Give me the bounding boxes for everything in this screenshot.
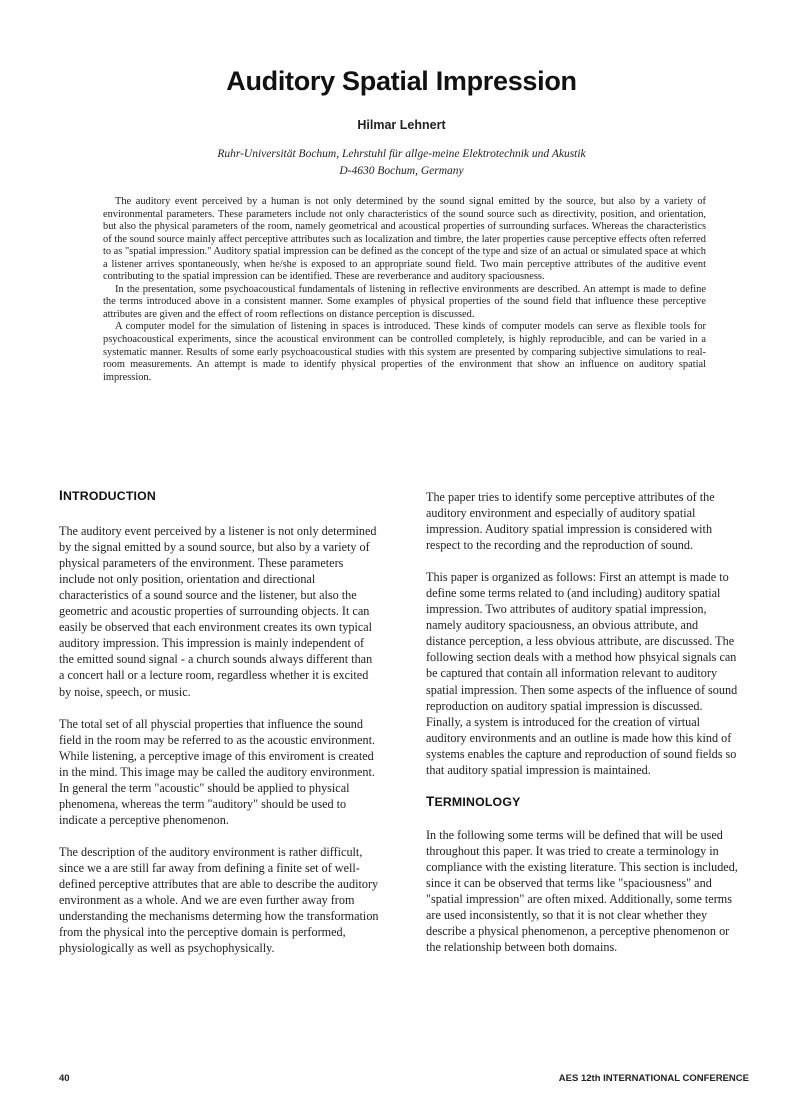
author-name: Hilmar Lehnert — [357, 118, 446, 132]
abstract-paragraph: In the presentation, some psychoacoustical fundamentals of listening in reflective environments are described. An attempt is made to define the terms introduced above in a consistent manner. Some examples of physical properties of the sound field that influence these perceptive attributes are given and the effect of room reflections on distance perception is discussed. — [103, 283, 706, 320]
page-number: 40 — [59, 1073, 70, 1084]
terminology-heading: TERMINOLOGY — [426, 793, 521, 809]
left-column — [59, 488, 379, 972]
conference-footer: AES 12th INTERNATIONAL CONFERENCE — [558, 1073, 749, 1084]
abstract-paragraph: The auditory event perceived by a human is not only determined by the sound signal emitted by the source, but also by a variety of environmental parameters. These parameters include not only characteristics of the sound source such as directivity, position, and orientation, but also the physical parameters of the room, namely geometrical and acoustical properties of surrounding surfaces. Whereas the characteristics of the sound source mainly affect perceptive attributes such as localization and timbre, the later properties cause perceptive effects often referred to as "spatial impression." Auditory spatial impression can be defined as the concept of the type and size of an actual or simulated space at which a listener arrives spontaneously, when he/she is exposed to an appropriate sound field. Two main perceptive attributes of the auditive event contributing to the spatial impression can be identified. These are reverberance and auditory spaciousness. — [103, 196, 706, 283]
abstract-paragraph: A computer model for the simulation of listening in spaces is introduced. These kinds of computer models can serve as flexible tools for psychoacoustical experiments, since the acoustical environment can be controlled completely, is highly reproducible, and can be varied in a systematic manner. Results of some early psychoacoustical studies with this system are presented by comparing subjective simulations to real-room measurements. An attempt is made to identify physical properties of the environment that show an influence on auditory spatial impression. — [103, 321, 706, 383]
affiliation-line-2: D-4630 Bochum, Germany — [339, 165, 464, 177]
body-paragraph: The total set of all physcial properties that influence the sound field in the room may be referred to as the acoustic environment. While listening, a perceptive image of this enviroment is created in the mind. This image may be called the auditory environment. In general the term "acoustic" should be applied to physical phenomena, whereas the term "auditory" should be used to indicate a perceptive phenomenon. — [59, 716, 376, 827]
paper-title: Auditory Spatial Impression — [226, 66, 577, 96]
body-paragraph: In the following some terms will be defined that will be used throughout this paper. It was tried to create a terminology in compliance with the existing literature. This section is included, since it can be observed that terms like "spaciousness" and "spatial impression" are often mixed. Additionally, some terms are used inconsistently, so that it is not clear whether they describe a physical phenomenon, a perceptive phenomenon or the relationship between both domains. — [426, 827, 738, 955]
abstract — [103, 196, 706, 384]
body-paragraph: The description of the auditory environment is rather difficult, since we a are still far away from defining a finite set of well-defined perceptive attributes that are able to describe the auditory environment as a whole. And we are even further away from understanding the mechanisms determing how the transformation from the physical into the perceptive domain is performed, physiologically as well as psychophysically. — [59, 844, 379, 956]
body-paragraph: This paper is organized as follows: First an attempt is made to define some terms related to (and including) auditory spatial impression. Two attributes of auditory spatial impression, namely auditory spaciousness, an obvious attribute, and distance perception, a less obvious attribute, are discussed. The following section deals with a method how phsyical signals can be captured that contain all information relevant to auditory spatial impression. Then some aspects of the influence of sound reproduction on auditory spatial impression is discussed. Finally, a system is introduced for the creation of virtual auditory environments and an outline is made how this kind of systems enables the capture and reproduction of sound fields so that auditory spatial impression is maintained. — [426, 570, 738, 777]
right-column — [426, 489, 740, 971]
introduction-heading: INTRODUCTION — [59, 488, 157, 503]
body-paragraph: The auditory event perceived by a listener is not only determined by the signal emitted by a sound source, but also by a variety of physical parameters of the environment. These parameters include not only position, orientation and directional characteristics of a sound source and the listener, but also the geometric and acoustic properties of surrounding objects. It can easily be observed that each environment creates its own typical auditory impression. This impression is mainly independent of the emitted sound signal - a church sounds always different than a concert hall or a lecture room, regardless whether it is excited by noise, speech, or music. — [59, 524, 377, 699]
affiliation-line-1: Ruhr-Universität Bochum, Lehrstuhl für allge-meine Elektrotechnik und Akustik — [217, 148, 586, 160]
body-paragraph: The paper tries to identify some perceptive attributes of the auditory environment and especially of auditory spatial impression. Auditory spatial impression is considered with respect to the recording and the reproduction of sound. — [426, 490, 715, 553]
